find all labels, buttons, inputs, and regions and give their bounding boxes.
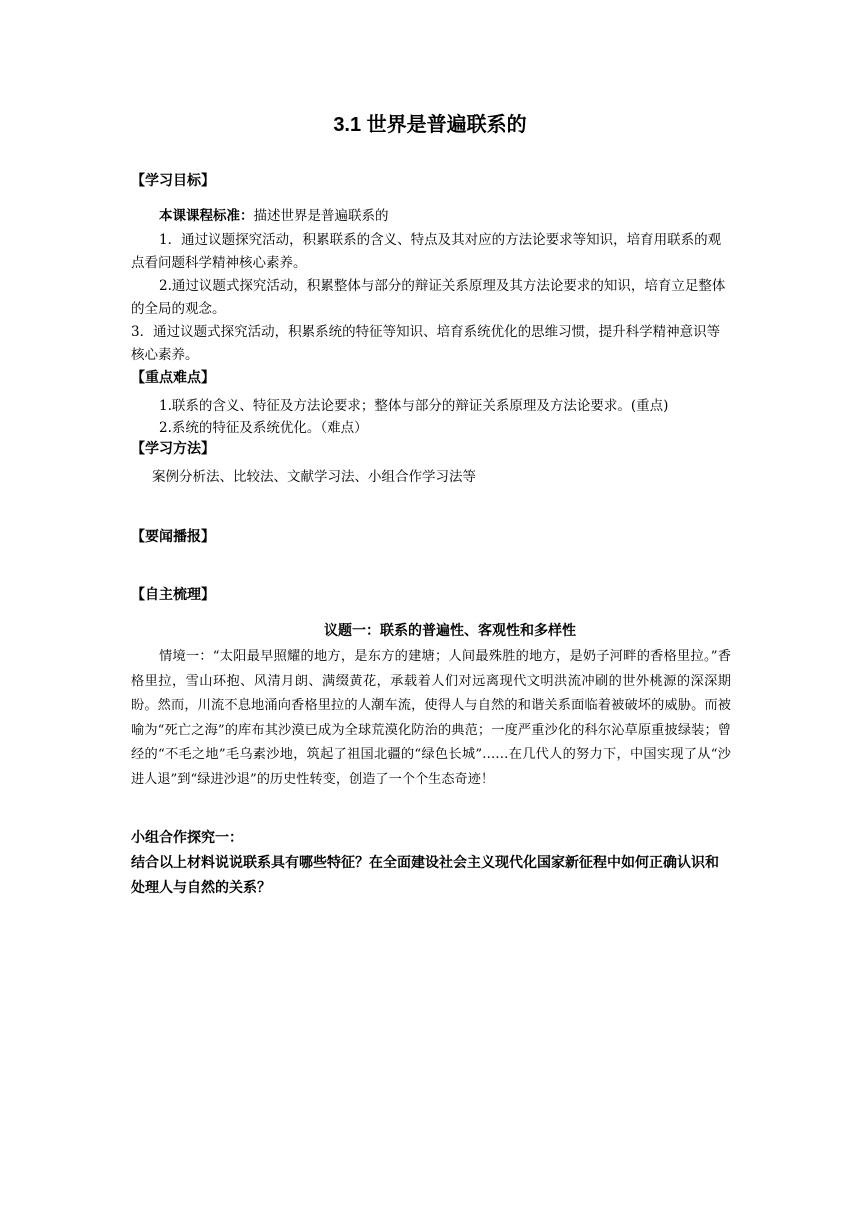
standard-label: 本课课程标准：: [159, 208, 254, 224]
keypoint-1: 1.联系的含义、特征及方法论要求；整体与部分的辩证关系原理及方法论要求。(重点): [159, 398, 669, 414]
group-label: 小组合作探究一：: [131, 830, 243, 846]
group-question: 结合以上材料说说联系具有哪些特征？在全面建设社会主义现代化国家新征程中如何正确认识和处理人与自然的关系？: [131, 855, 719, 896]
objectives-heading: 【学习目标】: [131, 173, 215, 189]
course-standard: [159, 205, 739, 228]
methods-heading: 【学习方法】: [131, 441, 215, 457]
keypoints-heading: 【重点难点】: [131, 370, 215, 386]
standard-text: 描述世界是普遍联系的: [253, 208, 389, 224]
objective-2: 2.通过议题式探究活动，积累整体与部分的辩证关系原理及其方法论要求的知识，培育立足整体的全局的观念。: [131, 278, 726, 317]
methods-text: 案例分析法、比较法、文献学习法、小组合作学习法等: [152, 469, 476, 485]
page-title: 3.1 世界是普遍联系的: [333, 114, 527, 136]
objective-1: 1．通过议题探究活动，积累联系的含义、特点及其对应的方法论要求等知识，培育用联系的观点看问题科学精神核心素养。: [131, 232, 722, 271]
objective-3: 3．通过议题式探究活动，积累系统的特征等知识、培育系统优化的思维习惯，提升科学精神意识等核心素养。: [131, 324, 721, 363]
topic-title: 议题一：联系的普遍性、客观性和多样性: [324, 623, 576, 639]
selfstudy-heading: 【自主梳理】: [131, 587, 215, 603]
news-heading: 【要闻播报】: [131, 529, 215, 545]
scenario-paragraph: 情境一：“太阳最早照耀的地方，是东方的建塘；人间最殊胜的地方，是奶子河畔的香格里拉。”香格里拉，雪山环抱、风清月朗、满缀黄花，承载着人们对远离现代文明洪流冲刷的世外桃源的深深期盼。然而，川流不息地涌向香格里拉的人潮车流，使得人与自然的和谐关系面临着被破坏的威胁。而被喻为“死亡之海”的库布其沙漠已成为全球荒漠化防治的典范；一度严重沙化的科尔沁草原重披绿装；曾经的“不毛之地”毛乌素沙地，筑起了祖国北疆的“绿色长城”……在几代人的努力下，中国实现了从“沙进人退”到“绿进沙退”的历史性转变，创造了一个个生态奇迹！: [131, 649, 731, 787]
keypoint-2: 2.系统的特征及系统优化。（难点）: [159, 420, 368, 436]
